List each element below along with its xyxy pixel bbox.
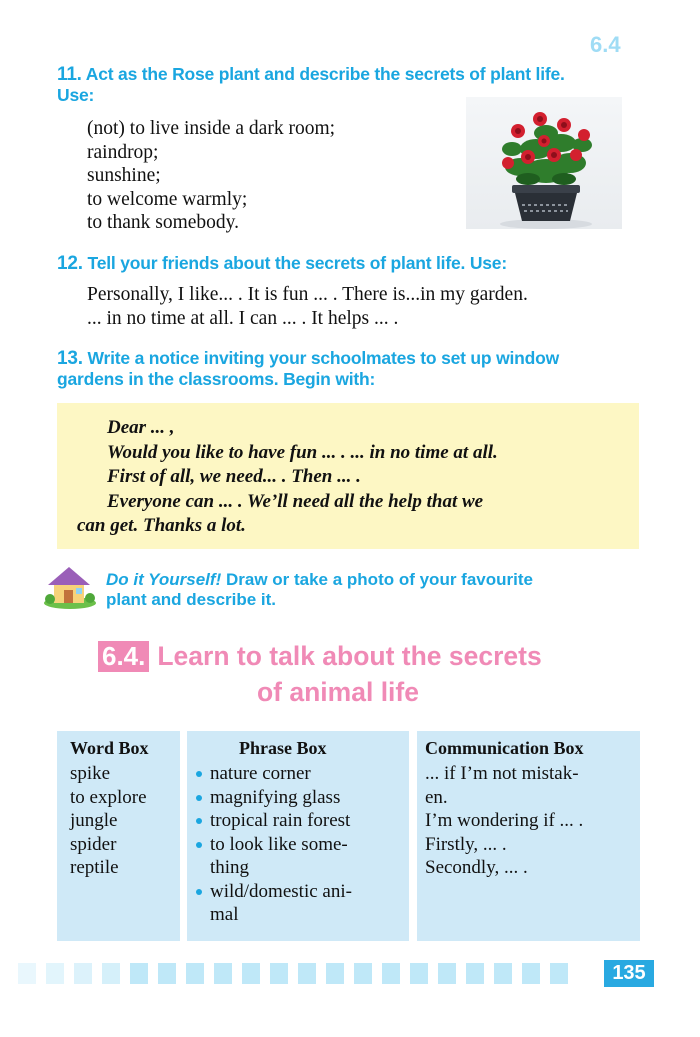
rose-plant-photo bbox=[466, 97, 622, 229]
task-11-title: 11. Act as the Rose plant and describe the secrets of plant life. Use: bbox=[57, 64, 565, 105]
list-item: jungle bbox=[70, 810, 118, 831]
list-item: spider bbox=[70, 833, 117, 855]
list-item: to look like some- thing bbox=[196, 833, 352, 880]
phrase-box-title: Phrase Box bbox=[239, 738, 327, 758]
word-box bbox=[57, 731, 180, 941]
task-13-title: 13. Write a notice inviting your schoolmates to set up window gardens in the classrooms. Begin with: bbox=[57, 348, 560, 389]
notice-line: Everyone can ... . We’ll need all the help that we bbox=[107, 491, 484, 512]
rose-plant-icon bbox=[466, 97, 622, 229]
word-box-title: Word Box bbox=[70, 738, 149, 758]
word-box-list bbox=[70, 762, 147, 880]
page-number: 135 bbox=[604, 960, 654, 987]
list-item: (not) to live inside a dark room; bbox=[87, 118, 336, 139]
list-item: to thank somebody. bbox=[87, 212, 240, 233]
house-icon bbox=[42, 563, 98, 609]
list-item: to welcome warmly; bbox=[87, 188, 248, 210]
section-title-line1: Learn to talk about the secrets bbox=[157, 641, 542, 671]
section-number: 6.4. bbox=[98, 641, 149, 672]
notice-line: Would you like to have fun ... . ... in no time at all. bbox=[107, 442, 498, 463]
notice-template-box bbox=[57, 403, 639, 549]
list-item: raindrop; bbox=[87, 141, 159, 163]
section-corner-marker: 6.4 bbox=[590, 32, 621, 57]
list-item: nature corner bbox=[196, 762, 352, 786]
phrase-box bbox=[187, 731, 409, 941]
phrase-box-list bbox=[196, 762, 352, 927]
list-item: ... if I’m not mistak- bbox=[425, 763, 579, 784]
list-item: Firstly, ... . bbox=[425, 833, 507, 855]
text-line: ... in no time at all. I can ... . It helps ... . bbox=[87, 307, 399, 329]
list-item: I’m wondering if ... . bbox=[425, 810, 584, 831]
notice-line: can get. Thanks a lot. bbox=[77, 515, 246, 536]
list-item: sunshine; bbox=[87, 165, 161, 186]
list-item: to explore bbox=[70, 786, 147, 808]
list-item: reptile bbox=[70, 857, 119, 878]
section-heading bbox=[98, 641, 542, 672]
task-12-lines bbox=[87, 283, 528, 330]
notice-line: First of all, we need... . Then ... . bbox=[107, 466, 361, 487]
task-13-number: 13. bbox=[57, 348, 83, 369]
communication-box-title: Communication Box bbox=[425, 738, 584, 758]
list-item: wild/domestic ani- mal bbox=[196, 880, 352, 927]
task-12-number: 12. bbox=[57, 253, 83, 274]
list-item: tropical rain forest bbox=[196, 809, 352, 833]
communication-box-list bbox=[425, 762, 583, 880]
notice-line: Dear ... , bbox=[107, 417, 175, 438]
list-item: en. bbox=[425, 786, 448, 808]
text-line: Personally, I like... . It is fun ... . There is...in my garden. bbox=[87, 284, 528, 305]
task-11-list bbox=[87, 117, 335, 235]
task-11-number: 11. bbox=[57, 64, 82, 85]
list-item: Secondly, ... . bbox=[425, 857, 528, 878]
list-item: spike bbox=[70, 763, 111, 784]
list-item: magnifying glass bbox=[196, 786, 352, 810]
communication-box bbox=[417, 731, 640, 941]
section-title-line2: of animal life bbox=[257, 677, 419, 707]
task-12-title: 12. Tell your friends about the secrets of plant life. Use: bbox=[57, 253, 507, 274]
do-it-yourself-label: Do it Yourself! bbox=[106, 570, 222, 589]
footer-decorative-strip bbox=[18, 963, 598, 984]
do-it-yourself-task: Do it Yourself! Draw or take a photo of your favourite plant and describe it. bbox=[106, 570, 533, 609]
